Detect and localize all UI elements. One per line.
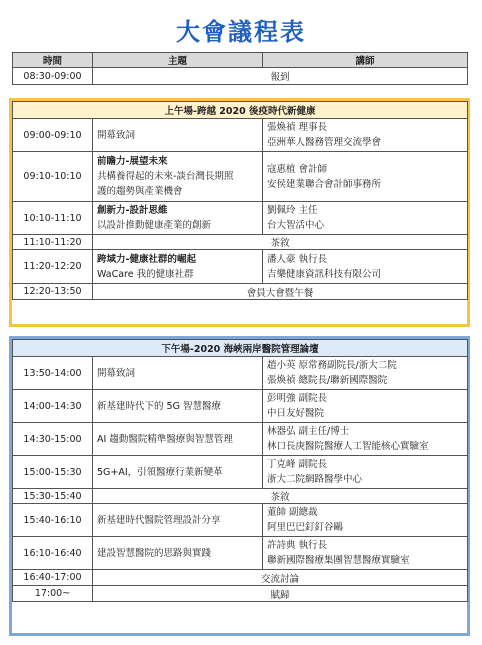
col-header-time: 時間	[13, 53, 93, 68]
row-speaker	[263, 423, 468, 456]
row-time: 15:30-15:40	[13, 489, 93, 504]
speaker-line: 吉樂健康資訊科技有限公司	[267, 268, 382, 280]
topic-line: 開幕致詞	[97, 367, 136, 379]
row-time: 12:20-13:50	[13, 284, 93, 300]
row-time: 17:00~	[13, 586, 93, 602]
speaker-line: 張煥禎 總院長/聯新國際醫院	[267, 375, 388, 386]
row-topic	[93, 456, 263, 489]
afternoon-table	[12, 339, 468, 602]
schedule-row	[13, 235, 468, 250]
speaker-line: 聯新國際醫療集團智慧醫療實驗室	[267, 555, 410, 566]
speaker-line: 丁克峰 副院長	[267, 459, 328, 470]
row-topic	[93, 504, 263, 537]
row-time: 09:10-10:10	[13, 152, 93, 202]
schedule-row	[13, 586, 468, 602]
row-full-label: 賦歸	[93, 586, 468, 602]
speaker-line: 中日友好醫院	[267, 408, 325, 419]
row-time: 14:00-14:30	[13, 390, 93, 423]
topic-line: AI 趨動醫院精準醫療與智慧管理	[97, 433, 233, 445]
row-time: 16:10-16:40	[13, 537, 93, 570]
schedule-row	[13, 250, 468, 284]
morning-table	[12, 101, 468, 300]
row-time: 14:30-15:00	[13, 423, 93, 456]
row-speaker	[263, 119, 468, 152]
speaker-line: 趙小英 原常務副院長/浙大二院	[267, 360, 397, 371]
col-header-speaker: 講師	[263, 53, 468, 68]
row-full-label: 交流討論	[93, 570, 468, 586]
speaker-line: 林口長庚醫院醫療人工智能核心實驗室	[267, 441, 429, 452]
registration-time: 08:30-09:00	[13, 68, 93, 85]
row-full-label: 茶敘	[93, 235, 468, 250]
speaker-line: 安侯建業聯合會計師事務所	[267, 178, 382, 190]
topic-line: 新基建時代下的 5G 智慧醫療	[97, 400, 221, 412]
registration-label: 報到	[93, 68, 468, 85]
schedule-row	[13, 456, 468, 489]
topic-line: 創新力-設計思維	[97, 205, 168, 216]
speaker-line: 許詩典 執行長	[267, 540, 328, 551]
schedule-row	[13, 570, 468, 586]
row-time: 15:00-15:30	[13, 456, 93, 489]
topic-line: 新基建時代醫院管理設計分享	[97, 514, 221, 526]
row-speaker	[263, 456, 468, 489]
speaker-line: 台大智活中心	[267, 220, 325, 231]
schedule-row	[13, 284, 468, 300]
row-time: 09:00-09:10	[13, 119, 93, 152]
schedule-row	[13, 423, 468, 456]
col-header-topic: 主題	[93, 53, 263, 68]
row-speaker	[263, 152, 468, 202]
topic-line: WaCare 我的健康社群	[97, 268, 194, 280]
schedule-row	[13, 390, 468, 423]
row-topic	[93, 537, 263, 570]
row-topic	[93, 250, 263, 284]
row-speaker	[263, 357, 468, 390]
row-full-label: 茶敘	[93, 489, 468, 504]
row-topic	[93, 202, 263, 235]
row-topic	[93, 119, 263, 152]
topic-line: 共構養得起的未來-談台灣長期照	[97, 171, 234, 182]
row-topic	[93, 390, 263, 423]
schedule-row	[13, 489, 468, 504]
topic-line: 建設智慧醫院的思路與實踐	[97, 547, 212, 559]
topic-line: 跨域力-健康社群的崛起	[97, 253, 196, 265]
row-topic	[93, 357, 263, 390]
topic-line: 前瞻力-展望未來	[97, 156, 168, 167]
morning-section	[9, 98, 470, 327]
speaker-line: 張煥禎 理事長	[267, 122, 328, 133]
speaker-line: 寇惠植 會計師	[267, 163, 328, 175]
header-table	[12, 52, 468, 85]
speaker-line: 董帥 副總裁	[267, 507, 318, 518]
row-time: 13:50-14:00	[13, 357, 93, 390]
row-time: 15:40-16:10	[13, 504, 93, 537]
row-time: 11:20-12:20	[13, 250, 93, 284]
speaker-line: 潘人豪 執行長	[267, 253, 328, 265]
topic-line: 開幕致詞	[97, 129, 136, 141]
speaker-line: 彭明強 副院長	[267, 393, 328, 404]
schedule-row	[13, 357, 468, 390]
row-speaker	[263, 202, 468, 235]
row-time: 16:40-17:00	[13, 570, 93, 586]
schedule-row	[13, 152, 468, 202]
row-full-label: 會員大會暨午餐	[93, 284, 468, 300]
row-speaker	[263, 250, 468, 284]
afternoon-heading: 下午場-2020 海峽兩岸醫院管理論壇	[13, 340, 468, 357]
morning-heading: 上午場-跨越 2020 後疫時代新健康	[13, 102, 468, 119]
afternoon-section	[9, 336, 470, 636]
row-speaker	[263, 390, 468, 423]
schedule-row	[13, 202, 468, 235]
schedule-row	[13, 537, 468, 570]
speaker-line: 林器弘 副主任/博士	[267, 426, 350, 437]
schedule-row	[13, 119, 468, 152]
topic-line: 護的趨勢與產業機會	[97, 186, 183, 197]
page-title: 大會議程表	[176, 18, 306, 46]
speaker-line: 亞洲華人醫務管理交流學會	[267, 137, 382, 148]
row-time: 10:10-11:10	[13, 202, 93, 235]
row-topic	[93, 423, 263, 456]
row-speaker	[263, 537, 468, 570]
schedule-row	[13, 504, 468, 537]
speaker-line: 浙大二院網路醫學中心	[267, 474, 363, 485]
row-topic	[93, 152, 263, 202]
topic-line: 5G+AI，引領醫療行業新變革	[97, 466, 223, 478]
speaker-line: 劉佩玲 主任	[267, 205, 318, 216]
row-time: 11:10-11:20	[13, 235, 93, 250]
speaker-line: 阿里巴巴釘釘谷鷗	[267, 522, 344, 533]
topic-line: 以設計推動健康產業的創新	[97, 220, 212, 231]
row-speaker	[263, 504, 468, 537]
